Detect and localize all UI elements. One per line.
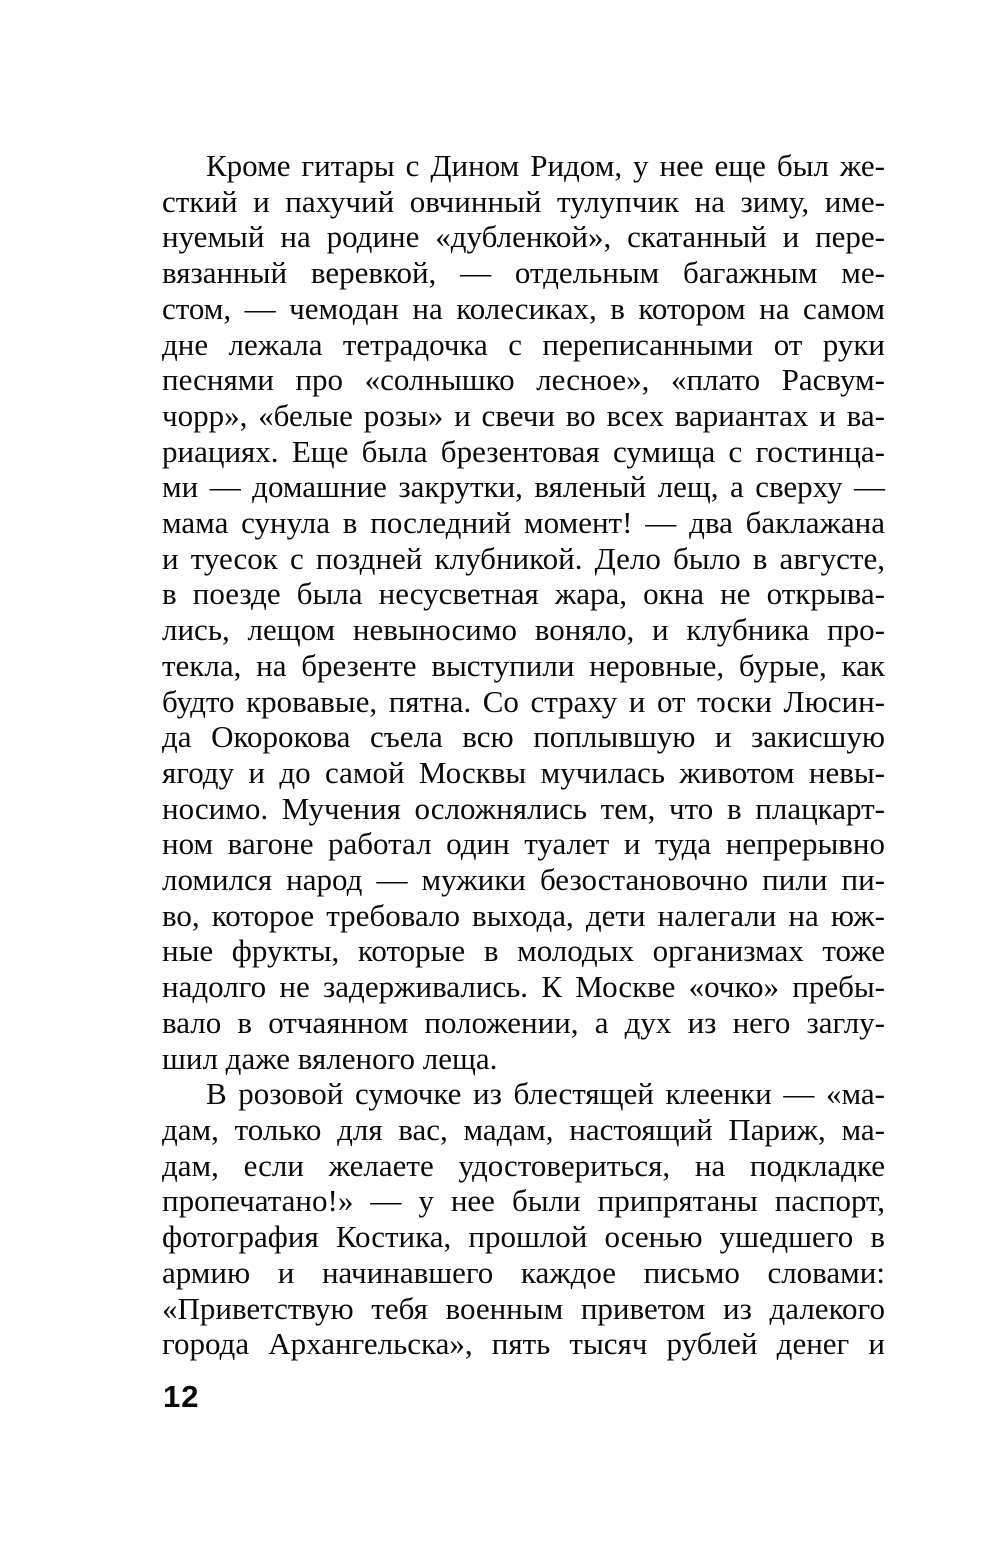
text-line: и туесок с поздней клубникой. Дело было в августе, [162, 540, 885, 576]
text-line: пропечатано!» — у нее были припрятаны паспорт, [162, 1183, 885, 1219]
text-line: во, которое требовало выхода, дети налегали на юж- [162, 897, 885, 933]
text-line: вало в отчаянном положении, а дух из него заглу- [162, 1004, 885, 1040]
text-line: города Архангельска», пять тысяч рублей денег и [162, 1326, 885, 1362]
text-line: шил даже вяленого леща. [162, 1040, 498, 1076]
text-line: лись, лещом невыносимо воняло, и клубника про- [162, 612, 885, 648]
text-line: да Окорокова съела всю поплывшую и закисшую [162, 719, 885, 755]
text-line: «Приветствую тебя военным приветом из далекого [162, 1290, 885, 1326]
text-line: нуемый на родине «дубленкой», скатанный и пере- [162, 219, 885, 255]
text-line: носимо. Мучения осложнялись тем, что в плацкарт- [162, 790, 885, 826]
text-line: фотография Костика, прошлой осенью ушедшего в [162, 1219, 885, 1255]
text-line: будто кровавые, пятна. Со страху и от тоски Люсин- [162, 683, 885, 719]
text-line: дне лежала тетрадочка с переписанными от руки [162, 326, 885, 362]
text-line: ном вагоне работал один туалет и туда непрерывно [162, 826, 885, 862]
text-line: песнями про «солнышко лесное», «плато Расвум- [162, 362, 885, 398]
text-line: мама сунула в последний момент! — два баклажана [162, 505, 885, 541]
text-line: армию и начинавшего каждое письмо словами: [162, 1254, 885, 1290]
text-line: В розовой сумочке из блестящей клеенки — «ма- [206, 1076, 885, 1112]
text-line: вязанный веревкой, — отдельным багажным ме- [162, 255, 885, 291]
text-line: дам, если желаете удостовериться, на подкладке [162, 1147, 885, 1183]
text-line: ми — домашние закрутки, вяленый лещ, а сверху — [162, 469, 885, 505]
text-line: надолго не задерживались. К Москве «очко» пребы- [162, 969, 885, 1005]
text-line: в поезде была несусветная жара, окна не открыва- [162, 576, 885, 612]
text-line: стом, — чемодан на колесиках, в котором на самом [162, 290, 885, 326]
text-line: ные фрукты, которые в молодых организмах тоже [162, 933, 885, 969]
text-line: Кроме гитары с Дином Ридом, у нее еще был же- [206, 148, 885, 183]
page-number: 12 [163, 1379, 200, 1414]
text-line: дам, только для вас, мадам, настоящий Париж, ма- [162, 1111, 885, 1147]
text-line: сткий и пахучий овчинный тулупчик на зиму, име- [162, 183, 885, 219]
text-line: ягоду и до самой Москвы мучилась животом невы- [162, 754, 885, 790]
text-line: текла, на брезенте выступили неровные, бурые, как [162, 647, 885, 683]
text-line: ломился народ — мужики безостановочно пили пи- [162, 862, 885, 898]
text-line: риациях. Еще была брезентовая сумища с гостинца- [162, 433, 885, 469]
page-text [162, 148, 885, 1362]
text-line: чорр», «белые розы» и свечи во всех вариантах и ва- [162, 397, 885, 433]
